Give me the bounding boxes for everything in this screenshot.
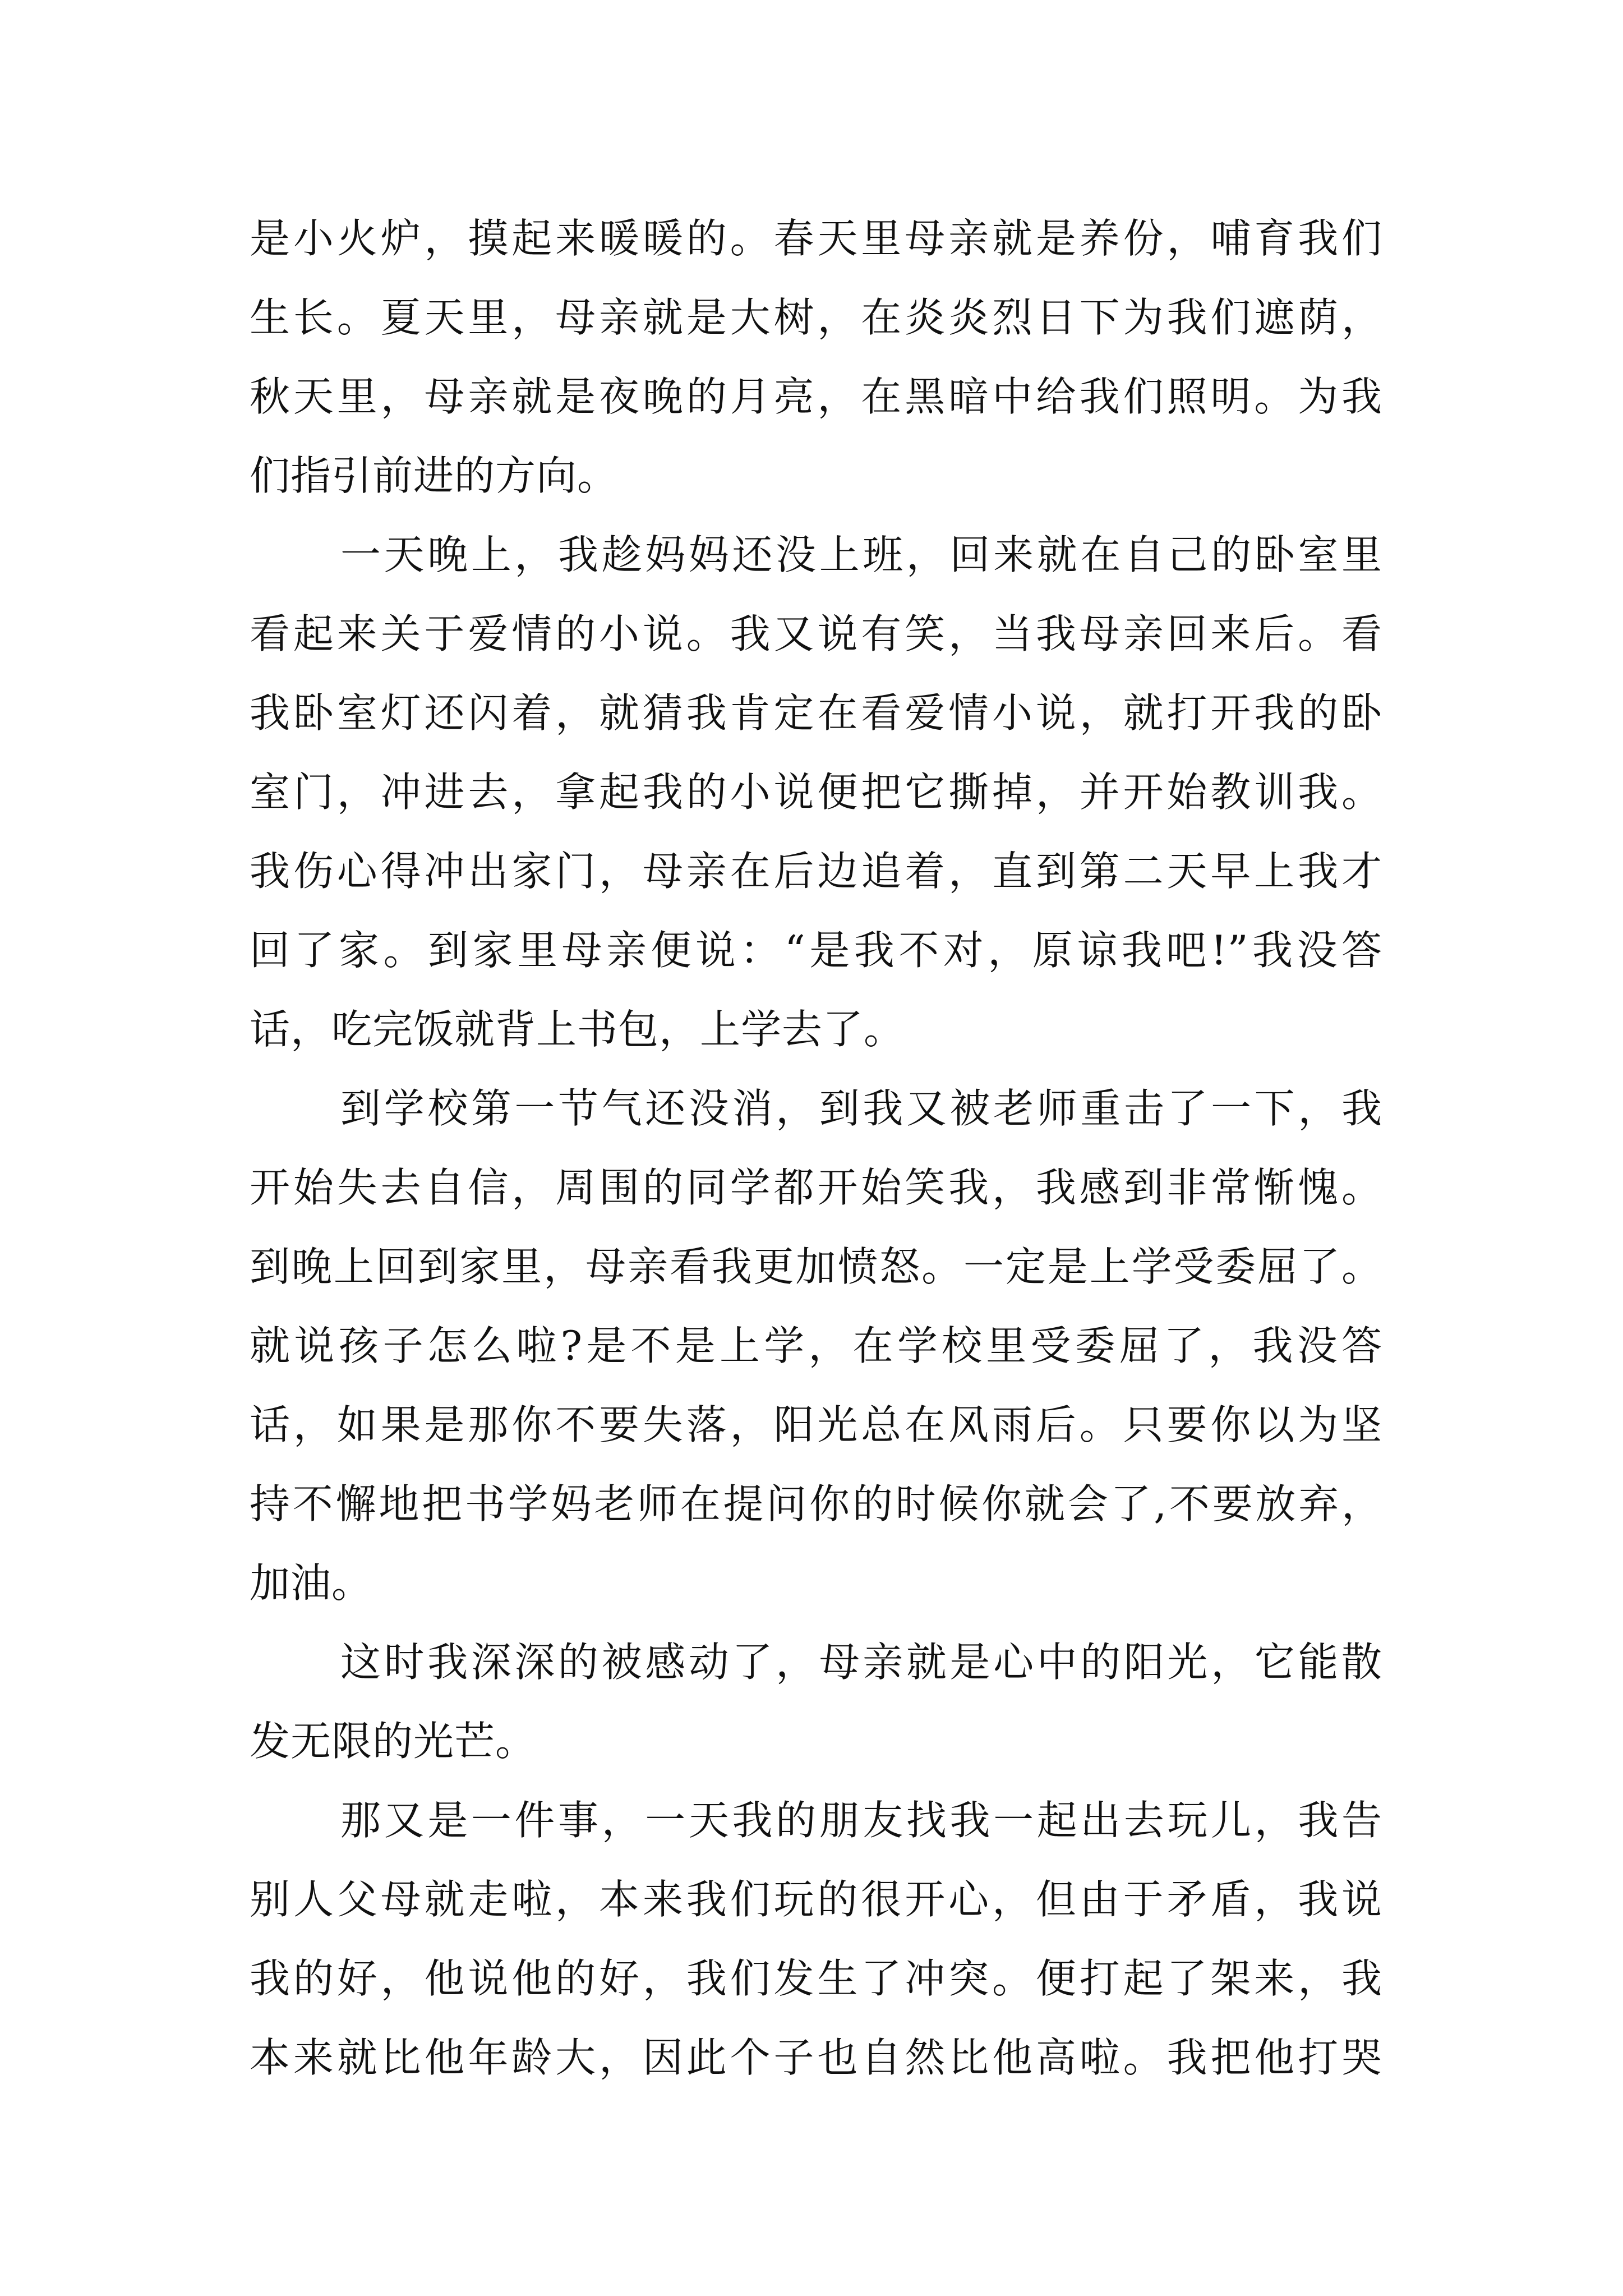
text-line: 话，如果是那你不要失落，阳光总在风雨后。只要你以为坚 — [250, 1401, 1382, 1448]
paragraph — [250, 199, 1382, 516]
text-line: 到学校第一节气还没消，到我又被老师重击了一下，我 — [340, 1085, 1382, 1132]
paragraph — [250, 1069, 1382, 1623]
text-line: 回了家。到家里母亲便说：“是我不对，原谅我吧!”我没答 — [250, 927, 1382, 974]
text-line: 这时我深深的被感动了，母亲就是心中的阳光，它能散 — [340, 1639, 1382, 1686]
text-line: 秋天里，母亲就是夜晚的月亮，在黑暗中给我们照明。为我 — [250, 373, 1382, 420]
text-line: 别人父母就走啦，本来我们玩的很开心，但由于矛盾，我说 — [250, 1876, 1382, 1923]
text-line: 我的好，他说他的好，我们发生了冲突。便打起了架来，我 — [250, 1955, 1382, 2002]
text-line: 我伤心得冲出家门，母亲在后边追着，直到第二天早上我才 — [250, 848, 1382, 895]
paragraph — [250, 516, 1382, 1069]
text-line: 那又是一件事，一天我的朋友找我一起出去玩儿，我告 — [340, 1797, 1382, 1844]
paragraph — [250, 1623, 1382, 1781]
text-line: 本来就比他年龄大，因此个子也自然比他高啦。我把他打哭 — [250, 2034, 1382, 2081]
text-line: 发无限的光芒。 — [250, 1718, 537, 1765]
text-line: 们指引前进的方向。 — [250, 452, 619, 499]
paragraph — [250, 1781, 1382, 2097]
text-line: 就说孩子怎么啦?是不是上学，在学校里受委屈了，我没答 — [250, 1322, 1382, 1369]
text-line: 室门，冲进去，拿起我的小说便把它撕掉，并开始教训我。 — [250, 769, 1382, 816]
body-text — [250, 199, 1382, 2097]
text-line: 到晚上回到家里，母亲看我更加愤怒。一定是上学受委屈了。 — [250, 1243, 1382, 1290]
text-line: 持不懈地把书学妈老师在提问你的时候你就会了,不要放弃， — [250, 1480, 1382, 1527]
text-line: 我卧室灯还闪着，就猜我肯定在看爱情小说，就打开我的卧 — [250, 689, 1382, 737]
text-line: 生长。夏天里，母亲就是大树，在炎炎烈日下为我们遮荫， — [250, 294, 1382, 341]
text-line: 是小火炉，摸起来暖暖的。春天里母亲就是养份，哺育我们 — [250, 215, 1382, 262]
text-line: 一天晚上，我趁妈妈还没上班，回来就在自己的卧室里 — [340, 531, 1382, 578]
text-line: 加油。 — [250, 1559, 373, 1607]
text-line: 开始失去自信，周围的同学都开始笑我，我感到非常惭愧。 — [250, 1164, 1382, 1211]
text-line: 看起来关于爱情的小说。我又说有笑，当我母亲回来后。看 — [250, 610, 1382, 657]
text-line: 话，吃完饭就背上书包，上学去了。 — [250, 1006, 905, 1053]
